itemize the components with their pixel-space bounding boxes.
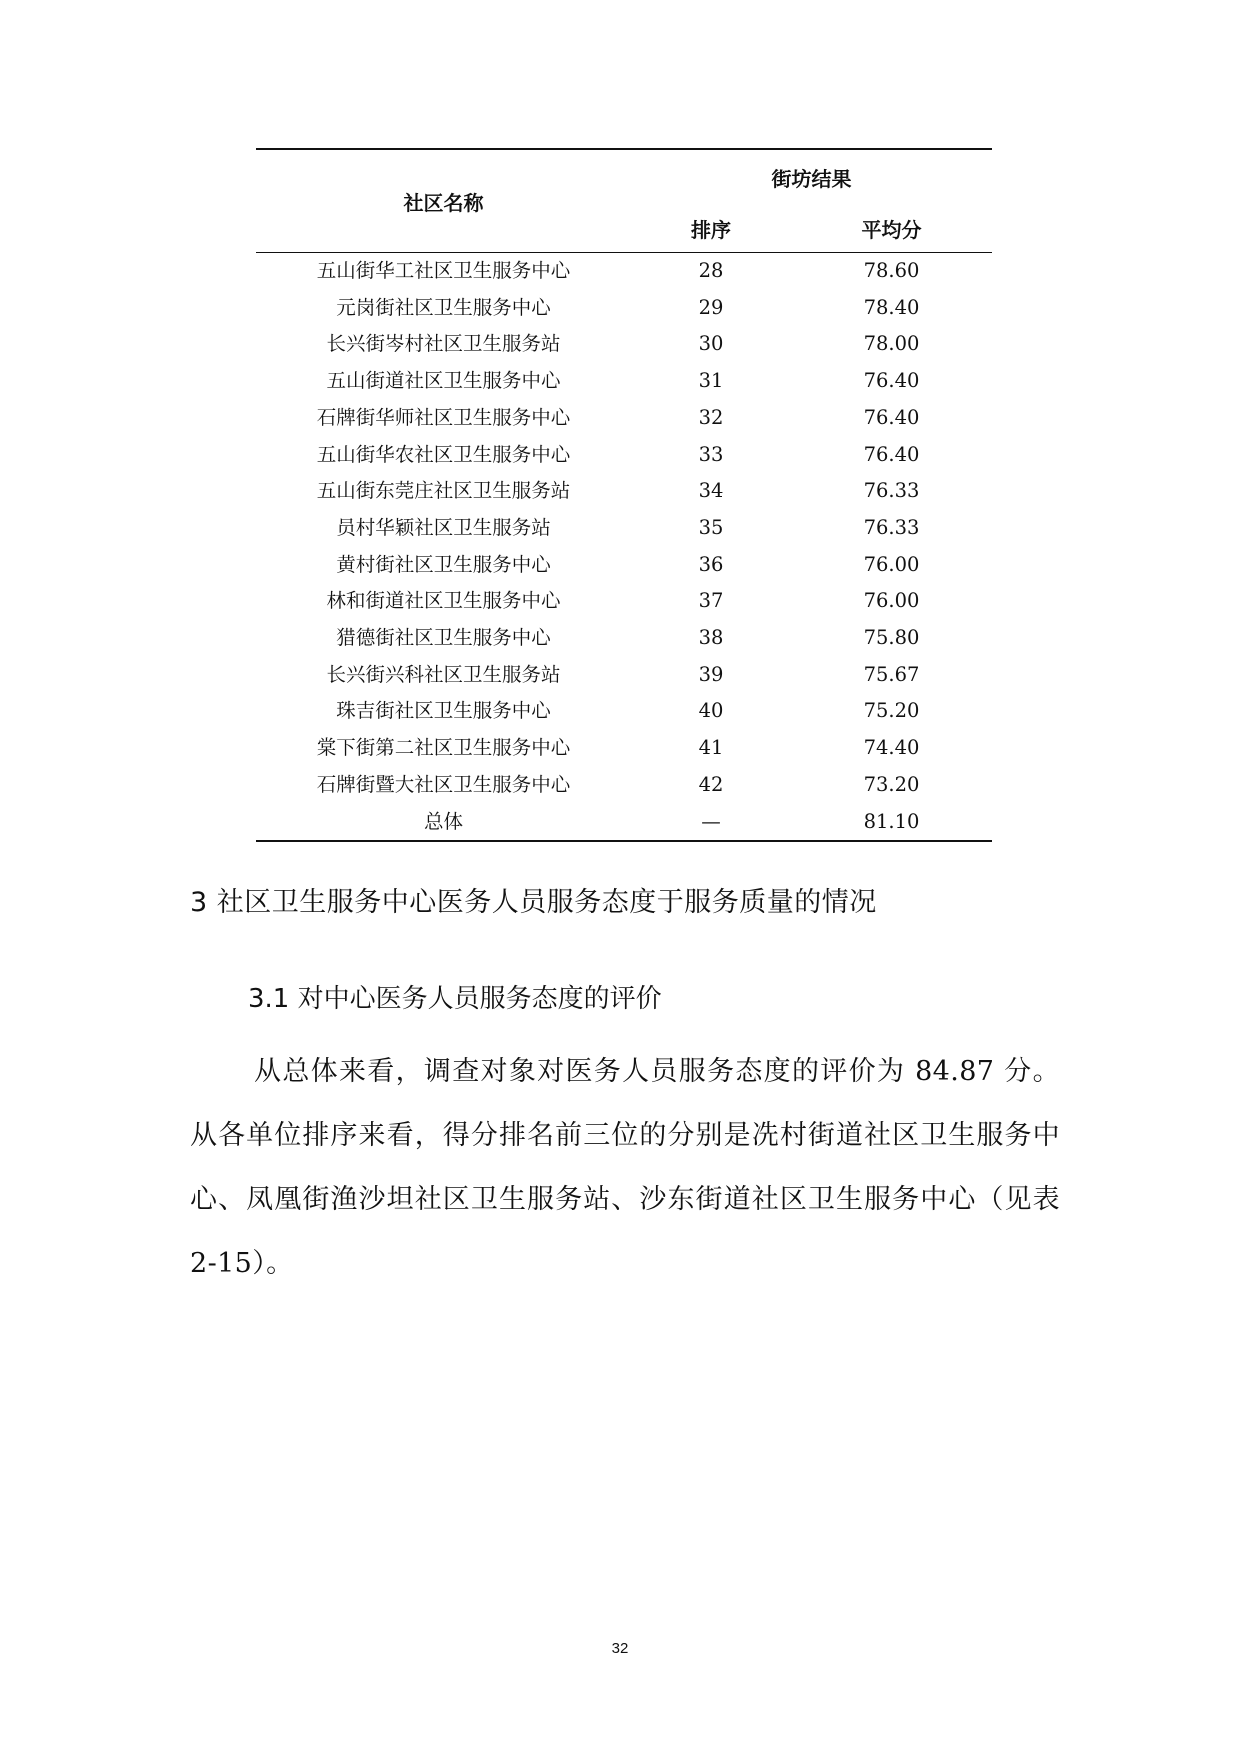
table-row — [256, 363, 992, 400]
header-average-score: 平均分 — [791, 204, 992, 253]
table-row — [256, 583, 992, 620]
cell-average-score: 76.40 — [863, 405, 920, 429]
cell-average-score: 75.80 — [863, 626, 920, 650]
cell-community-name: 黄村街社区卫生服务中心 — [336, 552, 551, 576]
cell-rank: 28 — [698, 259, 724, 282]
cell-rank: 32 — [698, 405, 724, 429]
cell-average-score: 76.00 — [863, 589, 920, 613]
cell-rank: — — [631, 804, 791, 842]
table-row — [256, 804, 992, 842]
cell-rank: 34 — [698, 479, 724, 503]
cell-average-score: 76.00 — [863, 552, 920, 576]
table-row — [256, 253, 992, 290]
subsection-heading: 3.1 对中心医务人员服务态度的评价 — [248, 984, 662, 1014]
header-rank: 排序 — [631, 204, 791, 253]
cell-rank: 38 — [698, 626, 724, 650]
cell-community-name: 长兴街兴科社区卫生服务站 — [326, 662, 561, 686]
cell-rank: 31 — [698, 369, 724, 393]
cell-rank: 41 — [698, 736, 724, 760]
cell-community-name: 石牌街暨大社区卫生服务中心 — [316, 772, 571, 796]
cell-average-score: 75.20 — [863, 699, 920, 723]
section-heading: 3 社区卫生服务中心医务人员服务态度于服务质量的情况 — [190, 887, 877, 918]
cell-community-name: 五山街道社区卫生服务中心 — [326, 369, 561, 393]
cell-community-name: 猎德街社区卫生服务中心 — [336, 626, 551, 650]
cell-rank: 29 — [698, 295, 724, 319]
table-row — [256, 620, 992, 657]
table-body — [256, 253, 992, 842]
table-row — [256, 473, 992, 510]
cell-average-score: 73.20 — [863, 772, 920, 796]
table-row — [256, 400, 992, 437]
page-number: 32 — [611, 1640, 629, 1657]
cell-community-name: 林和街道社区卫生服务中心 — [326, 589, 561, 613]
header-community-name: 社区名称 — [256, 149, 631, 253]
table-row — [256, 693, 992, 730]
cell-average-score: 76.33 — [863, 515, 920, 539]
cell-average-score: 76.33 — [863, 479, 920, 503]
cell-community-name: 石牌街华师社区卫生服务中心 — [316, 405, 571, 429]
cell-rank: 42 — [698, 772, 724, 796]
table-row — [256, 437, 992, 474]
cell-rank: 36 — [698, 552, 724, 576]
cell-community-name: 棠下街第二社区卫生服务中心 — [316, 736, 571, 760]
cell-rank: 33 — [698, 442, 724, 466]
cell-community-name: 长兴街岑村社区卫生服务站 — [326, 332, 561, 356]
table-row — [256, 767, 992, 804]
cell-community-name: 珠吉街社区卫生服务中心 — [336, 699, 551, 723]
score-table-container — [256, 148, 992, 842]
cell-average-score: 78.40 — [863, 295, 920, 319]
table-row — [256, 730, 992, 767]
body-paragraph: 从总体来看，调查对象对医务人员服务态度的评价为 84.87 分。从各单位排序来看，得分排名前三位的分别是冼村街道社区卫生服务中心、凤凰街渔沙坦社区卫生服务站、沙东街道社区卫生服务中心（见表 2-15）。 — [190, 1056, 1060, 1279]
cell-average-score: 81.10 — [791, 804, 992, 842]
table-row — [256, 326, 992, 363]
header-group-street-results: 街坊结果 — [631, 149, 992, 204]
cell-average-score: 76.40 — [863, 442, 920, 466]
cell-average-score: 75.67 — [863, 662, 920, 686]
cell-community-name: 五山街华农社区卫生服务中心 — [316, 442, 571, 466]
cell-average-score: 74.40 — [863, 736, 920, 760]
cell-community-name: 五山街华工社区卫生服务中心 — [316, 259, 571, 282]
cell-average-score: 78.00 — [863, 332, 920, 356]
cell-average-score: 78.60 — [863, 259, 920, 282]
cell-rank: 40 — [698, 699, 724, 723]
cell-rank: 35 — [698, 515, 724, 539]
cell-rank: 30 — [698, 332, 724, 356]
table-row — [256, 657, 992, 694]
cell-community-name: 员村华颖社区卫生服务站 — [336, 515, 551, 539]
cell-community-name: 元岗街社区卫生服务中心 — [336, 295, 551, 319]
table-row — [256, 547, 992, 584]
cell-rank: 37 — [698, 589, 724, 613]
cell-rank: 39 — [698, 662, 724, 686]
cell-community-name: 五山街东莞庄社区卫生服务站 — [316, 479, 571, 503]
table-row — [256, 290, 992, 327]
table-row — [256, 510, 992, 547]
score-table — [256, 148, 992, 842]
cell-average-score: 76.40 — [863, 369, 920, 393]
cell-community-name: 总体 — [256, 804, 631, 842]
